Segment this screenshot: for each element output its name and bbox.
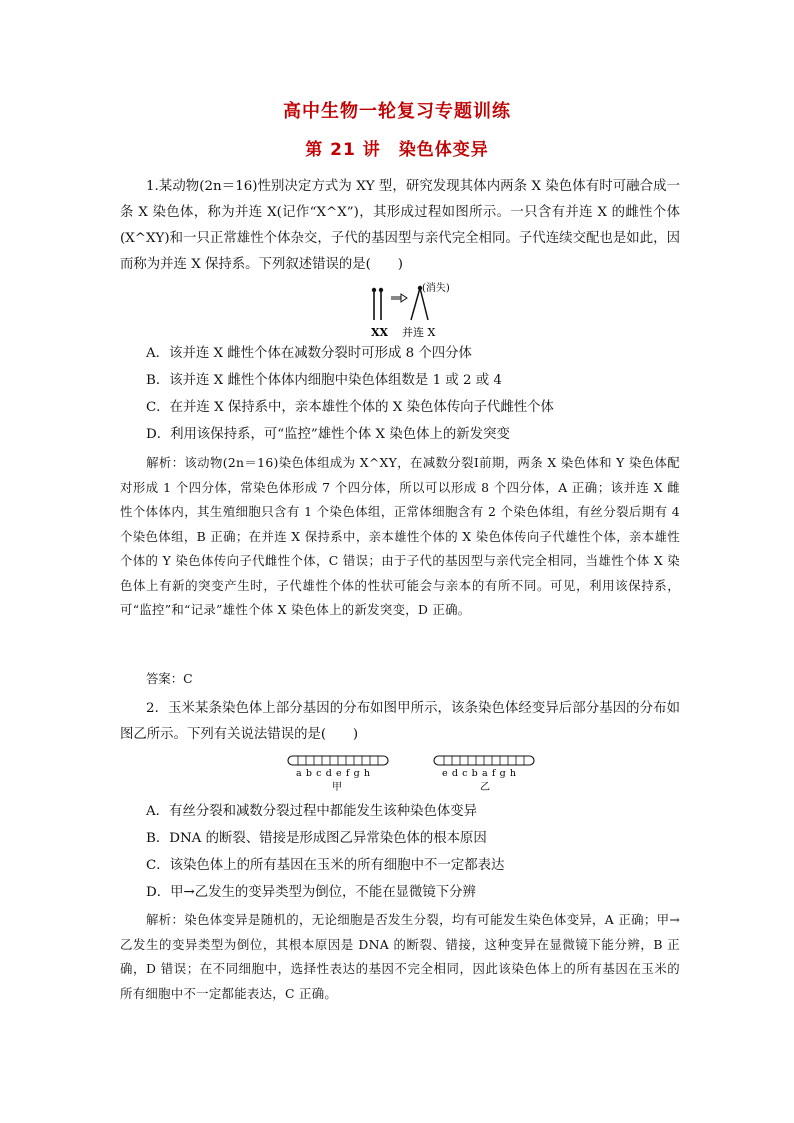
q1-option-c: C．在并连 X 保持系中，亲本雄性个体的 X 染色体传向子代雌性个体 <box>146 400 554 415</box>
genes-yi: e d c b a f g h <box>442 768 517 779</box>
lecture-subtitle: 第 21 讲 染色体变异 <box>305 140 489 160</box>
lost-label: (消失) <box>422 283 450 294</box>
transform-arrow-icon <box>391 294 407 302</box>
question-2-stem <box>120 696 680 748</box>
question-2-text: 2．玉米某条染色体上部分基因的分布如图甲所示，该条染色体经变异后部分基因的分布如图乙所示。下列有关说法错误的是( ) <box>120 701 680 742</box>
q1-explanation <box>120 451 680 623</box>
document-title: 高中生物一轮复习专题训练 <box>283 101 511 122</box>
label-yi: 乙 <box>480 782 490 793</box>
q1-option-d: D．利用该保持系，可“监控”雄性个体 X 染色体上的新发突变 <box>146 427 510 442</box>
q2-explanation <box>120 908 680 1006</box>
q2-explanation-text: 解析：染色体变异是随机的，无论细胞是否发生分裂，均有可能发生染色体变异，A 正确；甲→乙发生的变异类型为倒位，其根本原因是 DNA 的断裂、错接，这种变异在显微镜下能分辨，B 正确，D 错误；在不同细胞中，选择性表达的基因不完全相同，因此该染色体上的所有基因在玉米的所有细胞中不一定都能表达，C 正确。 <box>120 912 680 1001</box>
genes-jia: a b c d e f g h <box>296 768 371 779</box>
figure-2-chromosome-diagram <box>284 751 544 795</box>
question-1-text: 1.某动物(2n＝16)性别决定方式为 XY 型，研究发现其体内两条 X 染色体有时可融合成一条 X 染色体，称为并连 X(记作“X^X”)，其形成过程如图所示。一只含有并连 X 的雌性个体(X^XY)和一只正常雄性个体杂交，子代的基因型与亲代完全相同。子代连续交配也是如此，因而称为并连 X 保持系。下列叙述错误的是( ) <box>120 179 680 272</box>
q2-option-d: D．甲→乙发生的变异类型为倒位，不能在显微镜下分辨 <box>146 885 476 900</box>
question-1-stem <box>120 174 680 278</box>
chromosome-yi <box>434 756 534 793</box>
label-jia: 甲 <box>332 782 342 793</box>
chromosome-jia <box>288 756 388 793</box>
figure-1-attached-x-diagram <box>365 278 465 340</box>
xx-label: XX <box>371 326 389 339</box>
q1-option-a: A．该并连 X 雌性个体在减数分裂时可形成 8 个四分体 <box>146 346 472 361</box>
q2-option-c: C．该染色体上的所有基因在玉米的所有细胞中不一定都表达 <box>146 858 505 873</box>
q1-option-b: B．该并连 X 雌性个体体内细胞中染色体组数是 1 或 2 或 4 <box>146 373 502 388</box>
attached-x-label: 并连 X <box>402 326 436 339</box>
q2-option-b: B．DNA 的断裂、错接是形成图乙异常染色体的根本原因 <box>146 831 487 846</box>
q1-answer: 答案：C <box>146 671 193 686</box>
two-x-chromosomes <box>372 288 383 320</box>
q2-option-a: A．有丝分裂和减数分裂过程中都能发生该种染色体变异 <box>146 804 478 819</box>
q1-explanation-text: 解析：该动物(2n＝16)染色体组成为 X^XY，在减数分裂Ⅰ前期，两条 X 染色体和 Y 染色体配对形成 1 个四分体，常染色体形成 7 个四分体，所以可以形成 8 个四分体，A 正确；该并连 X 雌性个体体内，其生殖细胞只含有 1 个染色体组，正常体细胞含有 2 个染色体组，有丝分裂后期有 4 个染色体组，B 正确；在并连 X 保持系中，亲本雄性个体的 X 染色体传向子代雄性个体，亲本雄性个体的 Y 染色体传向子代雌性个体，C 错误；由于子代的基因型与亲代完全相同，当雄性个体 X 染色体上有新的突变产生时，子代雄性个体的性状可能会与亲本的有所不同。可见，利用该保持系，可“监控”和“记录”雄性个体 X 染色体上的新发突变，D 正确。 <box>120 455 680 617</box>
